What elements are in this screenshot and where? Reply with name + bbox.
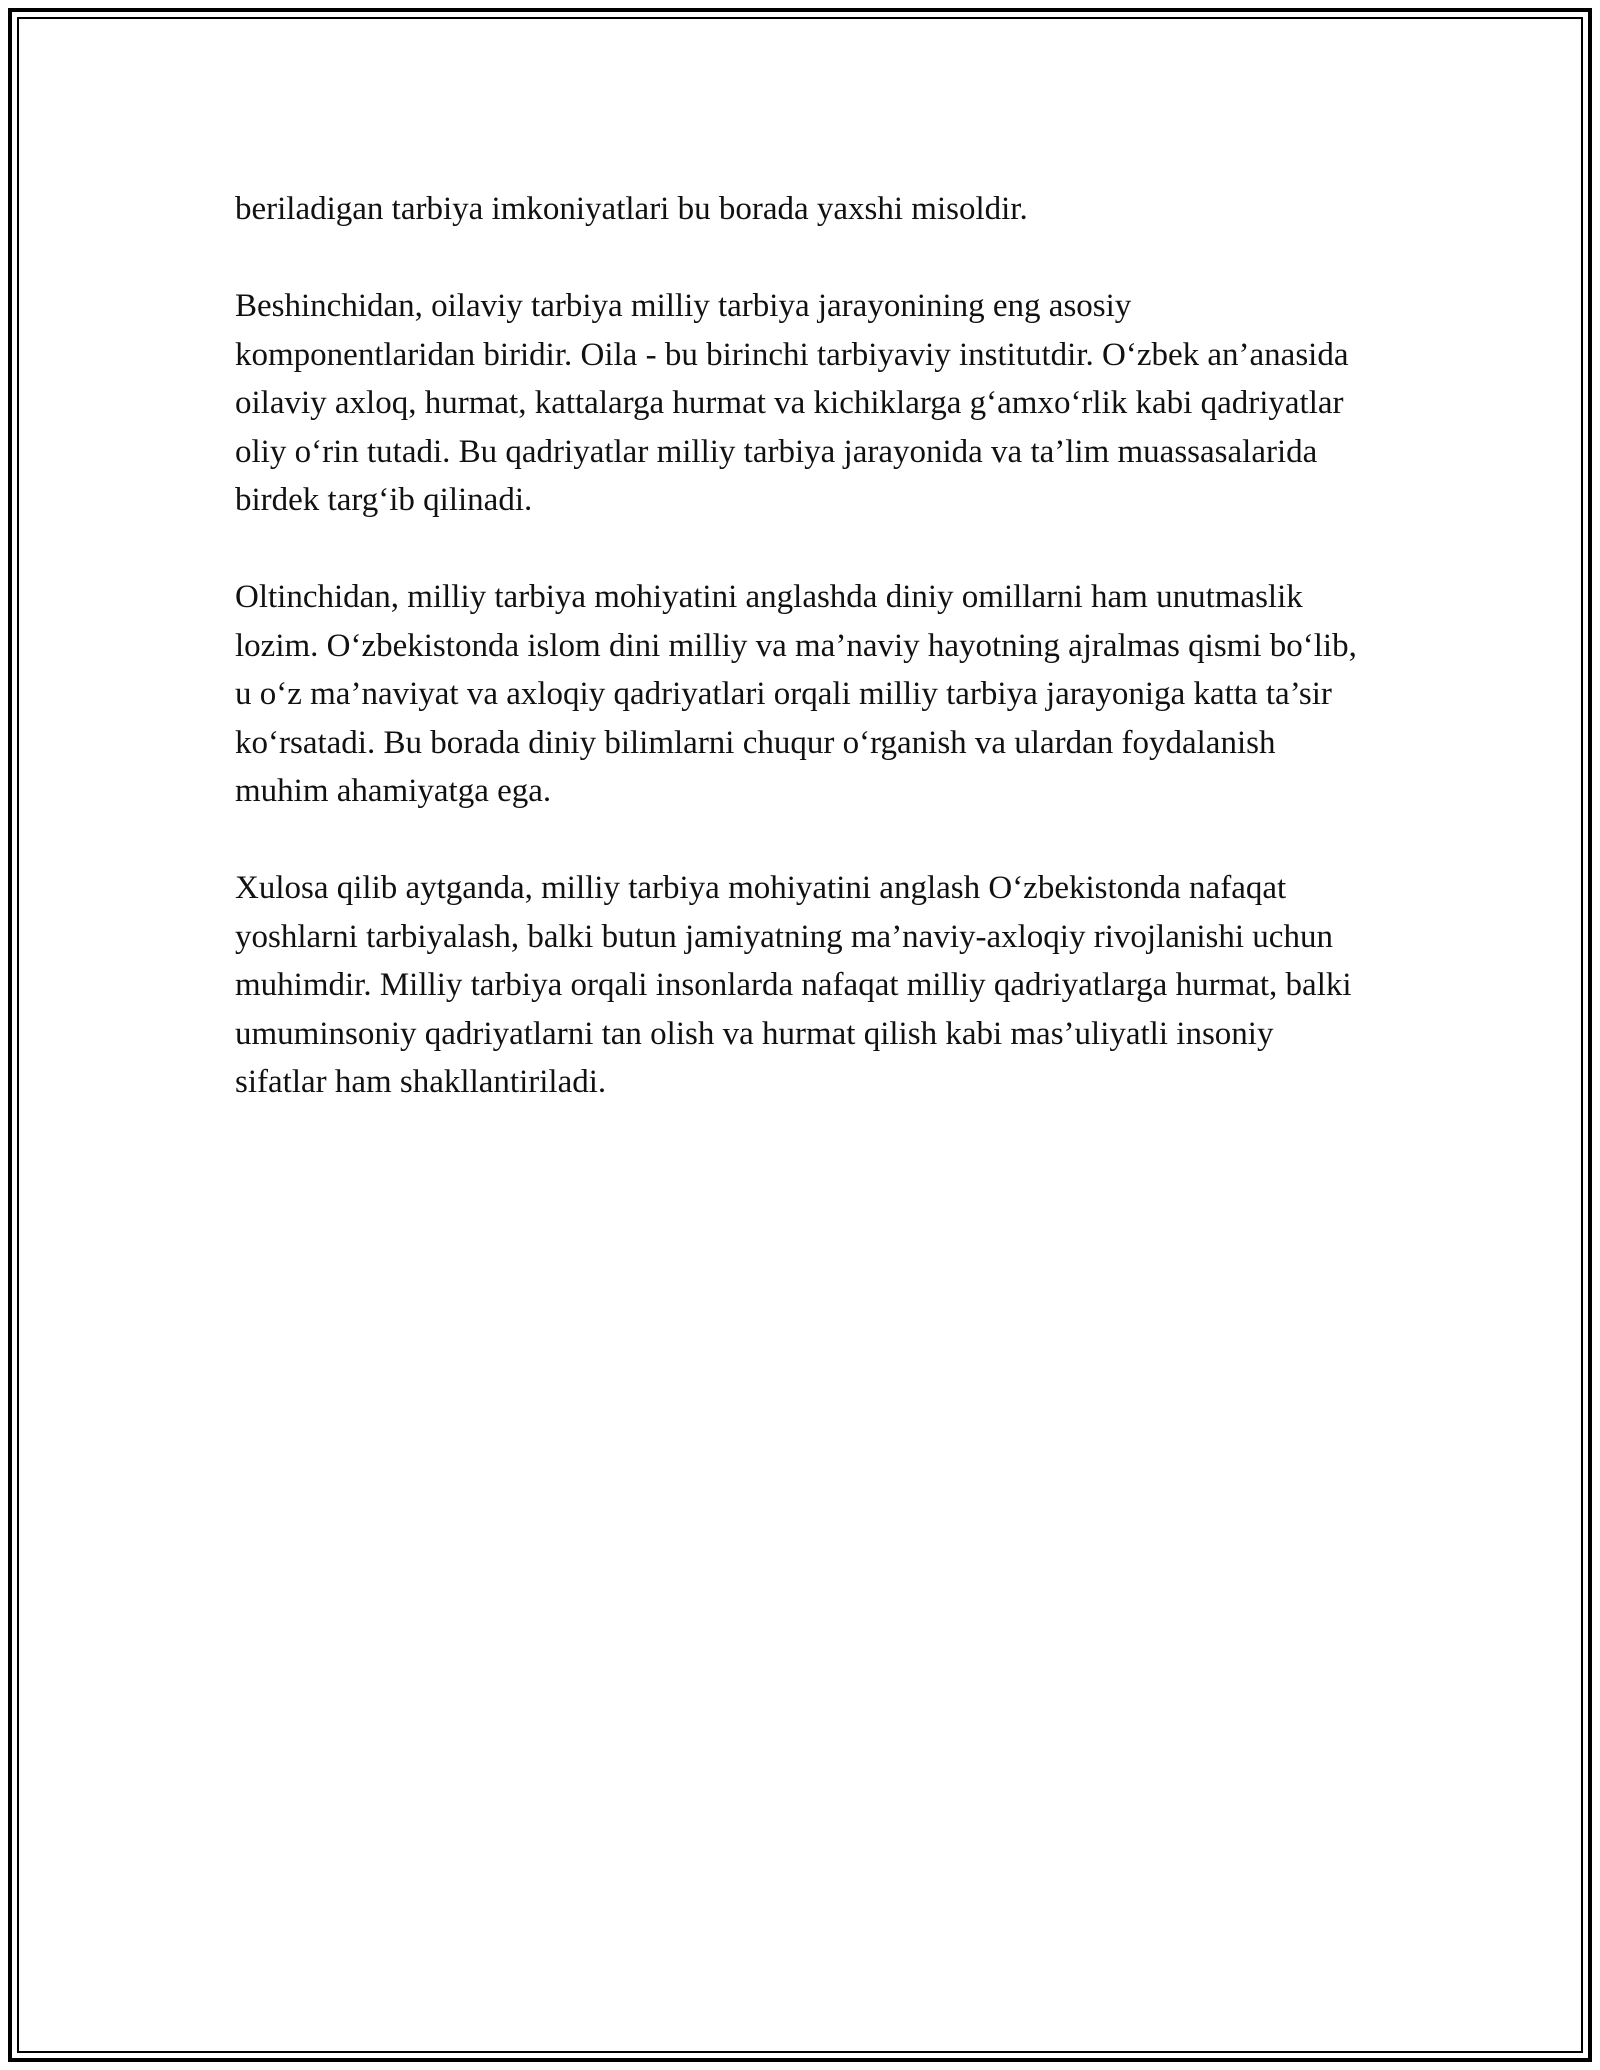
paragraph-religious-factors: Oltinchidan, milliy tarbiya mohiyatini anglashda diniy omillarni ham unutmaslik lozim. O‘zbekistonda islom dini milliy va ma’naviy hayotning ajralmas qismi bo‘lib, u o‘z ma’naviyat va axloqiy qadriyatlari orqali milliy tarbiya jarayoniga katta ta’sir ko‘rsatadi. Bu borada diniy bilimlarni chuqur o‘rganish va ulardan foydalanish muhim ahamiyatga ega. bbox=[235, 579, 1357, 809]
paragraph-family-upbringing: Beshinchidan, oilaviy tarbiya milliy tarbiya jarayonining eng asosiy komponentlaridan biridir. Oila - bu birinchi tarbiyaviy institutdir. O‘zbek an’anasida oilaviy axloq, hurmat, kattalarga hurmat va kichiklarga g‘amxo‘rlik kabi qadriyatlar oliy o‘rin tutadi. Bu qadriyatlar milliy tarbiya jarayonida va ta’lim muassasalarida birdek targ‘ib qilinadi. bbox=[235, 288, 1349, 518]
paragraph-continuation: beriladigan tarbiya imkoniyatlari bu borada yaxshi misoldir. bbox=[235, 191, 1028, 227]
document-body bbox=[235, 185, 1365, 1155]
paragraph-conclusion: Xulosa qilib aytganda, milliy tarbiya mohiyatini anglash O‘zbekistonda nafaqat yoshlarni tarbiyalash, balki butun jamiyatning ma’naviy-axloqiy rivojlanishi uchun muhimdir. Milliy tarbiya orqali insonlarda nafaqat milliy qadriyatlarga hurmat, balki umuminsoniy qadriyatlarni tan olish va hurmat qilish kabi mas’uliyatli insoniy sifatlar ham shakllantiriladi. bbox=[235, 870, 1352, 1100]
